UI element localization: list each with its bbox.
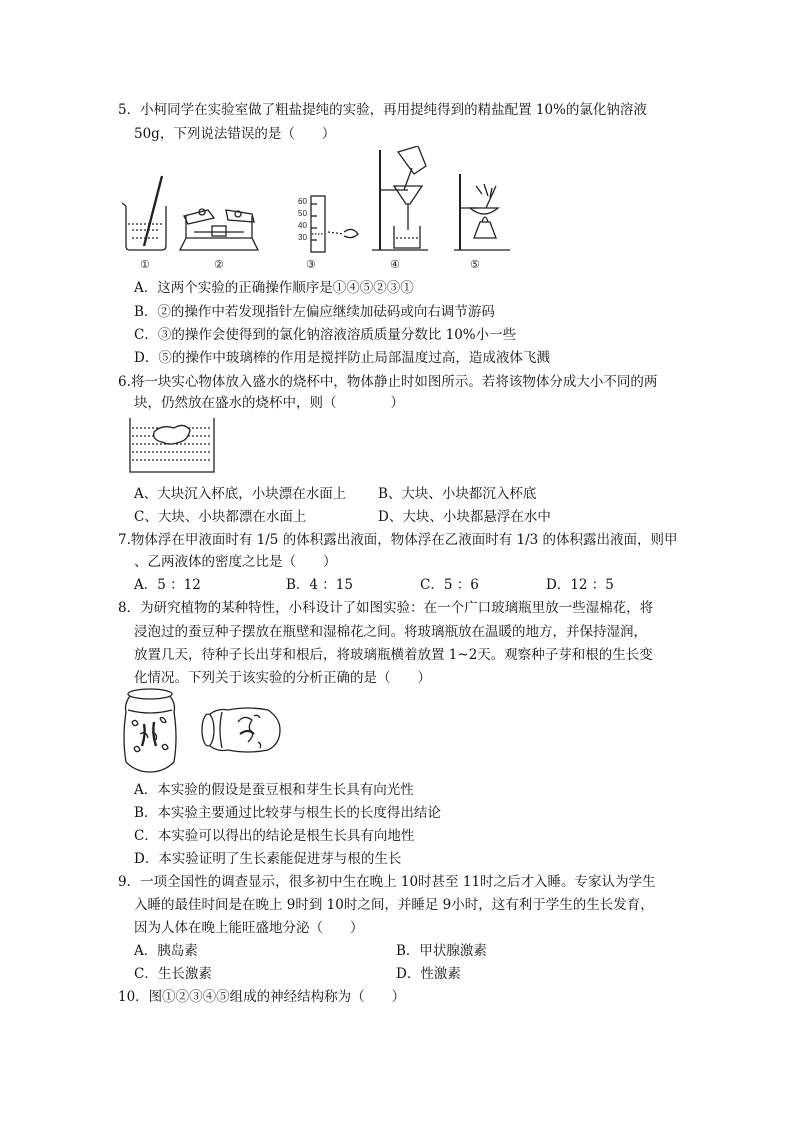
q8-jar-figure [118, 688, 288, 774]
q8-option-d: D．本实验证明了生长素能促进芽与根的生长 [134, 851, 402, 867]
q6-option-a: A、大块沉入杯底，小块漂在水面上 [134, 486, 347, 502]
q5-stem-line1: 5．小柯同学在实验室做了粗盐提纯的实验，再用提纯得到的精盐配置 10%的氯化钠溶液 [118, 102, 647, 118]
q9-option-c: C．生长激素 [134, 966, 212, 982]
figure-label-3: ③ [306, 259, 316, 271]
figure-label-4: ④ [390, 259, 400, 271]
q9-option-b: B．甲状腺激素 [396, 943, 487, 959]
q9-option-d: D．性激素 [396, 966, 461, 982]
q9-stem-line3: 因为人体在晚上能旺盛地分泌（ ） [134, 920, 364, 936]
q7-stem-line2: 、乙两液体的密度之比是（ ） [134, 554, 337, 570]
beaker-stirring-icon [122, 176, 166, 250]
figure-label-1: ① [140, 259, 150, 271]
q5-option-d: D．⑤的操作中玻璃棒的作用是搅拌防止局部温度过高，造成液体飞溅 [134, 350, 550, 366]
cylinder-tick-label: 40 [298, 221, 307, 230]
q9-option-a: A．胰岛素 [134, 943, 198, 959]
floating-object-icon [154, 425, 190, 444]
q8-stem-line4: 化情况。下列关于该实验的分析正确的是（ ） [134, 670, 431, 686]
q5-stem-line2: 50g，下列说法错误的是（ ） [134, 126, 336, 142]
q8-option-a: A．本实验的假设是蚕豆根和芽生长具有向光性 [134, 782, 414, 798]
q8-stem-line2: 浸泡过的蚕豆种子摆放在瓶壁和湿棉花之间。将玻璃瓶放在温暖的地方，并保持湿润， [134, 624, 647, 640]
cylinder-tick-label: 60 [298, 197, 307, 206]
sideways-jar-icon [202, 708, 280, 752]
q6-beaker-figure [126, 416, 218, 476]
figure-label-2: ② [214, 259, 224, 271]
evaporation-icon [454, 174, 510, 250]
q9-stem-line2: 入睡的最佳时间是在晚上 9时到 10时之间，并睡足 9小时，这有利于学生的生长发育， [134, 897, 654, 913]
q10-stem-line1: 10．图①②③④⑤组成的神经结构称为（ ） [118, 989, 406, 1005]
q9-stem-line1: 9．一项全国性的调查显示，很多初中生在晚上 10时甚至 11时之后才入睡。专家认为学生 [118, 874, 656, 890]
q8-option-c: C．本实验可以得出的结论是根生长具有向地性 [134, 828, 415, 844]
q5-option-c: C．③的操作会使得到的氯化钠溶液溶质质量分数比 10%小一些 [134, 327, 517, 343]
graduated-cylinder-icon [311, 196, 358, 252]
q7-option-c: C．5 ：6 [420, 577, 479, 593]
q5-experiment-figure [118, 146, 518, 272]
q8-stem-line3: 放置几天，待种子长出芽和根后，将玻璃瓶横着放置 1~2天。观察种子芽和根的生长变 [134, 647, 653, 663]
q6-option-c: C、大块、小块都漂在水面上 [134, 509, 307, 525]
cylinder-tick-label: 30 [298, 233, 307, 242]
q6-stem-line2: 块，仍然放在盛水的烧杯中，则（ ） [134, 395, 404, 411]
q5-option-b: B．②的操作中若发现指针左偏应继续加砝码或向右调节游码 [134, 304, 495, 320]
q5-option-a: A．这两个实验的正确操作顺序是①④⑤②③① [134, 280, 414, 296]
q6-option-b: B、大块、小块都沉入杯底 [378, 486, 537, 502]
q6-option-d: D、大块、小块都悬浮在水中 [378, 509, 551, 525]
q8-stem-line1: 8．为研究植物的某种特性，小科设计了如图实验：在一个广口玻璃瓶里放一些湿棉花，将 [118, 600, 654, 616]
q7-option-a: A．5 ：12 [134, 577, 201, 593]
q8-option-b: B．本实验主要通过比较芽与根生长的长度得出结论 [134, 805, 441, 821]
cylinder-tick-label: 50 [298, 209, 307, 218]
upright-jar-icon [124, 689, 176, 772]
filtration-icon [372, 146, 428, 250]
balance-icon [180, 209, 258, 250]
q6-stem-line1: 6.将一块实心物体放入盛水的烧杯中，物体静止时如图所示。若将该物体分成大小不同的两 [118, 374, 658, 390]
q7-option-d: D．12 ：5 [546, 577, 614, 593]
q7-stem-line1: 7.物体浮在甲液面时有 1/5 的体积露出液面，物体浮在乙液面时有 1/3 的体积露出液面，则甲 [118, 532, 678, 548]
figure-label-5: ⑤ [470, 259, 480, 271]
q7-option-b: B．4 ：15 [286, 577, 353, 593]
